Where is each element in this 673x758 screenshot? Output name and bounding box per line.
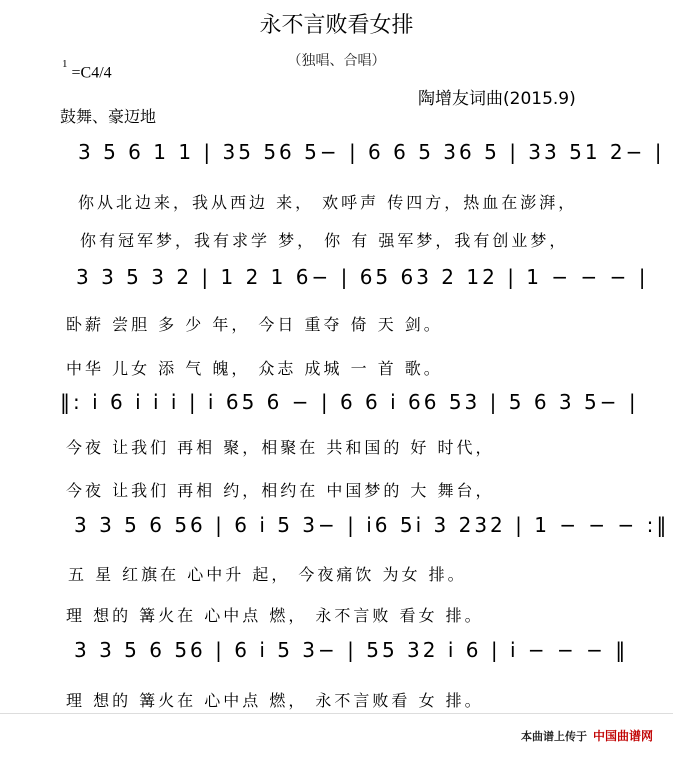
lyric-line-3a: 今夜 让我们 再相 聚，相聚在 共和国的 好 时代， (66, 438, 495, 457)
lyric-line-4b: 理 想的 篝火在 心中点 燃， 永不言败 看女 排。 (66, 606, 484, 625)
lyric-line-2a: 卧薪 尝胆 多 少 年， 今日 重夺 倚 天 剑。 (66, 315, 443, 334)
key-signature (62, 58, 112, 82)
footer-credit (521, 727, 653, 744)
site-logo[interactable]: 中国曲谱网 (592, 729, 653, 743)
notation-line-2: 3 3 5 3 2 | 1 2 1 6− | 65 63 2 12 | 1 − − − | (76, 265, 649, 289)
footer-text: 本曲谱上传于 (520, 730, 587, 743)
lyric-line-5a: 理 想的 篝火在 心中点 燃， 永不言败看 女 排。 (66, 691, 484, 710)
footer-divider (0, 713, 673, 714)
notation-line-3: ‖: i 6 i i i | i 65 6 − | 6 6 i 66 53 | 5 6 3 5− | (60, 390, 639, 414)
key-one: 1 (62, 58, 68, 70)
lyric-line-1a: 你从北边来，我从西边 来， 欢呼声 传四方，热血在澎湃， (78, 193, 578, 212)
notation-line-4: 3 3 5 6 56 | 6 i 5 3− | i6 5i 3 232 | 1 − − − :‖ (74, 513, 670, 537)
lyric-line-3b: 今夜 让我们 再相 约，相约在 中国梦的 大 舞台， (66, 481, 495, 500)
lyric-line-2b: 中华 儿女 添 气 魄， 众志 成城 一 首 歌。 (66, 359, 443, 378)
notation-line-1: 3 5 6 1 1 | 35 56 5− | 6 6 5 36 5 | 33 51 2− | (78, 140, 665, 164)
notation-line-5: 3 3 5 6 56 | 6 i 5 3− | 55 32 i 6 | i − − − ‖ (74, 638, 629, 662)
tempo-marking: 鼓舞、豪迈地 (60, 107, 157, 126)
lyric-line-4a: 五 星 红旗在 心中升 起， 今夜痛饮 为女 排。 (68, 565, 467, 584)
lyric-line-1b: 你有冠军梦，我有求学 梦， 你 有 强军梦，我有创业梦， (80, 231, 569, 250)
author-credit: 陶增友词曲(2015.9) (418, 89, 576, 109)
song-title: 永不言败看女排 (259, 13, 414, 38)
song-subtitle: （独唱、合唱） (287, 53, 386, 69)
key-rest: =C4/4 (71, 64, 112, 82)
